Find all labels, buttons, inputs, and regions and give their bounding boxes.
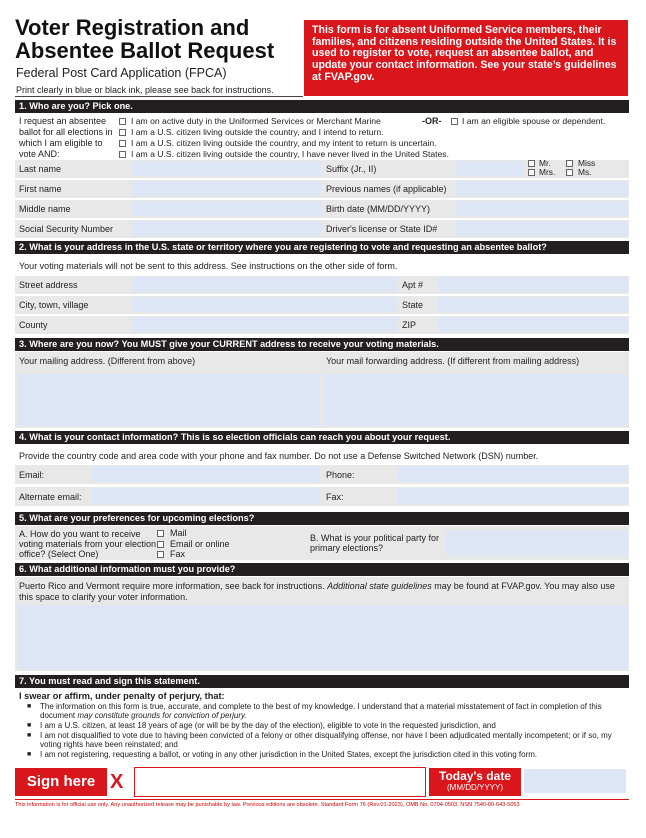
option-intend-return: I am a U.S. citizen living outside the country, and I intend to return.: [131, 127, 384, 137]
mr-checkbox[interactable]: [528, 160, 535, 167]
street-label: Street address: [19, 280, 78, 290]
section-1-header: 1. Who are you? Pick one.: [15, 100, 629, 113]
previous-names-label: Previous names (if applicable): [326, 184, 447, 194]
mrs-label: Mrs.: [539, 167, 556, 177]
apt-input[interactable]: [438, 277, 627, 292]
miss-label: Miss: [578, 158, 596, 168]
street-input[interactable]: [132, 277, 397, 292]
footer-text: This information is for official use only. Any unauthorized release may be punishable by law. Previous editions are obsolete. Standard Form 76 (Rev.01-2023), OMB No. 0704-0503, NSN 7540-00-643-5053: [15, 802, 520, 808]
previous-names-input[interactable]: [456, 181, 627, 196]
city-label: City, town, village: [19, 300, 89, 310]
section-2-note: Your voting materials will not be sent to this address. See instructions on the other side of form.: [19, 261, 398, 271]
forwarding-address-label: Your mail forwarding address. (If different from mailing address): [326, 356, 580, 366]
section-4-header: 4. What is your contact information? This is so election officials can reach you about your request.: [15, 431, 629, 444]
x-mark: X: [110, 771, 124, 793]
additional-info-input[interactable]: [18, 605, 627, 669]
suffix-input[interactable]: [456, 161, 523, 176]
party-input[interactable]: [446, 531, 627, 556]
section-6-note: Puerto Rico and Vermont require more information, see back for instructions. Additional state guidelines may be found at FVAP.gov. You may also use this space to clarify your voter information.: [19, 581, 615, 602]
middle-name-input[interactable]: [132, 201, 321, 216]
ms-checkbox[interactable]: [566, 169, 573, 176]
ms-label: Ms.: [578, 167, 592, 177]
email-input[interactable]: [92, 466, 319, 482]
row-last-name: [15, 160, 629, 178]
request-label: I request an absentee ballot for all elections in which I am eligible to vote AND:: [19, 116, 113, 159]
oath-heading: I swear or affirm, under penalty of perjury, that:: [19, 691, 225, 701]
zip-label: ZIP: [402, 320, 417, 330]
eligibility-notice: This form is for absent Uniformed Service members, their families, and citizens residing outside the United States. It is used to register to vote, request an absentee ballot, and update your contact information. See your state’s guidelines at FVAP.gov.: [304, 20, 628, 96]
intend-return-checkbox[interactable]: [119, 129, 126, 136]
section-4-note: Provide the country code and area code with your phone and fax number. Do not use a Defense Switched Network (DSN) number.: [19, 451, 539, 461]
apt-label: Apt #: [402, 280, 424, 290]
print-instructions: Print clearly in blue or black ink, please see back for instructions.: [16, 85, 274, 95]
county-input[interactable]: [132, 317, 397, 332]
miss-checkbox[interactable]: [566, 160, 573, 167]
zip-input[interactable]: [438, 317, 627, 332]
first-name-label: First name: [19, 184, 62, 194]
alternate-email-input[interactable]: [92, 488, 319, 504]
mailing-address-label: Your mailing address. (Different from above): [19, 356, 196, 366]
suffix-label: Suffix (Jr., II): [326, 164, 377, 174]
statement-truth: ■ The information on this form is true, accurate, and complete to the best of my knowledge. I understand that a material misstatement of fact in completion of this document may constitute grounds for conviction of perjury.: [40, 702, 625, 720]
forwarding-address-input[interactable]: [324, 374, 627, 426]
delivery-method-question: A. How do you want to receive voting materials from your election office? (Select One): [19, 529, 157, 559]
or-label: -OR-: [422, 116, 442, 126]
county-label: County: [19, 320, 48, 330]
ssn-input[interactable]: [132, 221, 321, 236]
email-option: Email or online: [170, 539, 230, 549]
mail-option: Mail: [170, 528, 187, 538]
phone-label: Phone:: [326, 470, 355, 480]
state-label: State: [402, 300, 424, 310]
email-checkbox[interactable]: [157, 541, 164, 548]
option-uncertain-return: I am a U.S. citizen living outside the country, and my intent to return is uncertain.: [131, 138, 437, 148]
fax-option: Fax: [170, 549, 186, 559]
fax-input[interactable]: [398, 488, 627, 504]
phone-input[interactable]: [398, 466, 627, 482]
license-label: Driver's license or State ID#: [326, 224, 438, 234]
sign-here-label: Sign here: [15, 768, 107, 796]
mailing-address-input[interactable]: [18, 374, 319, 426]
ssn-label: Social Security Number: [19, 224, 114, 234]
mr-label: Mr.: [539, 158, 551, 168]
mail-checkbox[interactable]: [157, 530, 164, 537]
statement-not-disqualified: ■ I am not disqualified to vote due to having been convicted of a felony or other disqualifying offense, nor have I been adjudicated mentally incompetent; or if so, my voting rights have been reinstated; and: [40, 731, 625, 749]
fax-checkbox[interactable]: [157, 551, 164, 558]
never-lived-checkbox[interactable]: [119, 151, 126, 158]
section-2-header: 2. What is your address in the U.S. state or territory where you are registering to vote and requesting an absentee ballot?: [15, 241, 629, 254]
mrs-checkbox[interactable]: [528, 169, 535, 176]
middle-name-label: Middle name: [19, 204, 71, 214]
license-input[interactable]: [456, 221, 627, 236]
spouse-checkbox[interactable]: [451, 118, 458, 125]
section-5-header: 5. What are your preferences for upcoming elections?: [15, 512, 629, 525]
option-never-lived: I am a U.S. citizen living outside the country, I have never lived in the United States.: [131, 149, 449, 159]
statement-single-jurisdiction: ■ I am not registering, requesting a ballot, or voting in any other jurisdiction in the United States, except the jurisdiction cited in this voting form.: [40, 750, 625, 759]
signature-input[interactable]: [134, 767, 426, 797]
option-spouse: I am an eligible spouse or dependent.: [462, 116, 606, 126]
statement-citizen: ■ I am a U.S. citizen, at least 18 years of age (or will be by the day of the election), eligible to vote in the requested jurisdiction, and: [40, 721, 625, 730]
first-name-input[interactable]: [132, 181, 321, 196]
alternate-email-label: Alternate email:: [19, 492, 82, 502]
todays-date-label: Today's date (MM/DD/YYYY): [429, 768, 521, 796]
fax-label: Fax:: [326, 492, 344, 502]
active-duty-checkbox[interactable]: [119, 118, 126, 125]
section-6-header: 6. What additional information must you provide?: [15, 563, 629, 576]
party-question: B. What is your political party for primary elections?: [310, 533, 440, 553]
last-name-label: Last name: [19, 164, 62, 174]
email-label: Email:: [19, 470, 45, 480]
date-input[interactable]: [524, 769, 626, 793]
last-name-input[interactable]: [132, 161, 321, 176]
birth-date-input[interactable]: [456, 201, 627, 216]
divider: [15, 96, 303, 97]
state-input[interactable]: [438, 297, 627, 312]
city-input[interactable]: [132, 297, 397, 312]
birth-date-label: Birth date (MM/DD/YYYY): [326, 204, 431, 214]
footer-divider: [15, 799, 629, 800]
option-active-duty: I am on active duty in the Uniformed Services or Merchant Marine: [131, 116, 381, 126]
section-7-header: 7. You must read and sign this statement.: [15, 675, 629, 688]
section-3-header: 3. Where are you now? You MUST give your CURRENT address to receive your voting materials.: [15, 338, 629, 351]
uncertain-return-checkbox[interactable]: [119, 140, 126, 147]
form-subtitle: Federal Post Card Application (FPCA): [16, 66, 227, 80]
form-title: Voter Registration and Absentee Ballot Request: [15, 15, 275, 63]
